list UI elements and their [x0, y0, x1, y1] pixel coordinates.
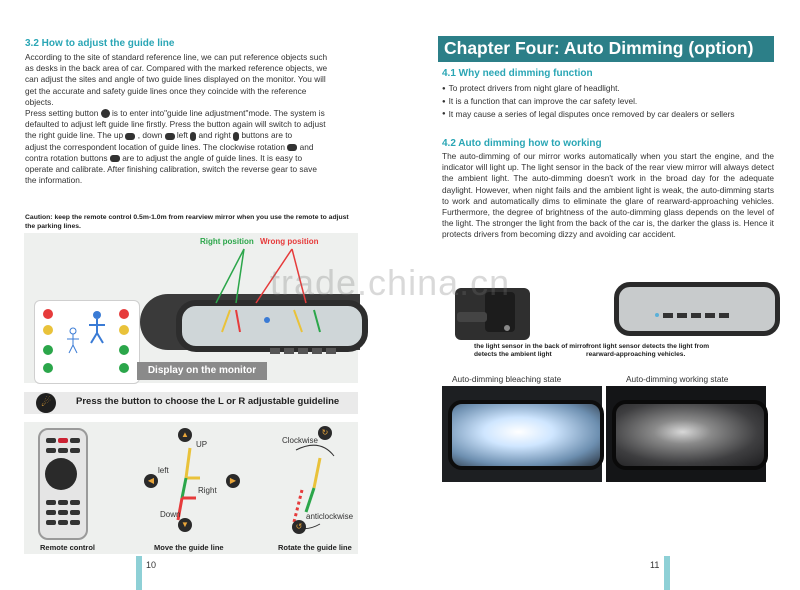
working-state-caption: Auto-dimming working state [626, 374, 729, 384]
mirror-buttons-graphic [270, 346, 350, 356]
body-line [25, 108, 365, 119]
up-button-icon [125, 133, 135, 140]
marker-dot [43, 309, 53, 319]
bleaching-state-caption: Auto-dimming bleaching state [452, 374, 562, 384]
mirror-front-buttons [619, 287, 765, 321]
up-label: UP [196, 440, 208, 449]
lr-select-button-icon: ☄ [36, 393, 56, 413]
caution-note: Caution: keep the remote control 0.5m-1.0m from rearview mirror when you use the remote to adjust the parking lines. [25, 214, 349, 230]
marker-dot [119, 309, 129, 319]
body-line: can adjust the sites and angle of two guide lines displayed on the monitor. You will [25, 74, 326, 85]
bleaching-state-photo [442, 386, 602, 482]
right-arrow-icon: ▶ [226, 474, 240, 488]
page-number-right: 11 [650, 560, 660, 570]
list-item: ● It may cause a series of legal disputes once removed by car dealers or sellers [442, 108, 772, 121]
left-button-icon [190, 132, 196, 141]
right-position-label: Right position [200, 237, 254, 246]
remote-control-caption: Remote control [40, 543, 96, 552]
text-fragment: the right guide line. The up [25, 130, 124, 141]
down-label: Down [160, 510, 181, 519]
page-number-left: 10 [146, 560, 157, 570]
marker-dot [43, 345, 53, 355]
chapter-title: Chapter Four: Auto Dimming (option) [444, 38, 754, 58]
body-line: defaulted to adjust left guide line firstly. Press the button again will switch to adjust [25, 119, 326, 130]
section-4-2-body: The auto-dimming of our mirror works automatically when you start the engine, and the indicator will light up. The light sensor in the back of the rear view mirror will always detect the ambient light. The auto-dimming doesn't work in the broad day for the adequate daylight. However, when night fails and the ambient light is weak, the auto-dimming starts to work and automatically dims to eliminate the glare of rearward-approaching vehicles. Furthermore, the degree of brightness of the auto-dimming glass depends on the level of the light. The stronger the light from the back of the car is, the darker the glass is. Hence it protects drivers from becoming dizzy and avoiding car accident. [442, 151, 774, 240]
clockwise-icon: ↻ [318, 426, 332, 440]
press-button-instruction: Press the button to choose the L or R adjustable guideline [76, 396, 340, 407]
body-line [25, 153, 365, 164]
section-3-2-body [25, 52, 365, 186]
clockwise-button-icon [287, 144, 297, 151]
body-line: According to the site of standard reference line, we can put reference objects such [25, 52, 328, 62]
right-button-icon [233, 132, 239, 141]
text-fragment: buttons are to [241, 130, 293, 141]
anticlockwise-button-icon [110, 155, 120, 162]
rotate-guideline-caption: Rotate the guide line [278, 543, 352, 552]
left-label: left [158, 466, 169, 475]
page-bar-right [664, 556, 670, 590]
body-line: as desks in the back area of car. Compared with the marked reference objects, we [25, 63, 328, 74]
move-guideline-caption: Move the guide line [154, 543, 224, 552]
marker-dot [119, 363, 129, 373]
section-title-4-2: 4.2 Auto dimming how to working [442, 138, 602, 149]
text-fragment: and right [198, 130, 231, 141]
body-line [25, 142, 365, 153]
body-line: objects. [25, 96, 54, 107]
clockwise-label: Clockwise [282, 436, 319, 445]
list-item: ● It is a function that can improve the car safety level. [442, 95, 772, 108]
monitor-display [34, 300, 140, 384]
dimmed-mirror-glass [612, 400, 768, 470]
right-label: Right [198, 486, 217, 495]
up-arrow-icon: ▲ [178, 428, 192, 442]
body-line: operate and calibrate. After finishing calibration, switch the reverse gear to save [25, 164, 317, 175]
body-line [25, 130, 365, 141]
body-line: the information. [25, 175, 83, 186]
watermark: trade.china.cn [270, 262, 511, 303]
anticlockwise-icon: ↺ [292, 520, 306, 534]
marker-dot [119, 325, 129, 335]
section-4-1-list [442, 82, 772, 120]
text-fragment: contra rotation buttons [25, 152, 108, 163]
marker-dot [43, 363, 53, 373]
text-fragment: left [176, 130, 188, 141]
text-fragment: are to adjust the angle of guide lines. It is easy to [122, 152, 303, 163]
bright-mirror-glass [448, 400, 604, 470]
text-fragment: , down [137, 130, 163, 141]
marker-dot [119, 345, 129, 355]
down-button-icon [165, 133, 175, 140]
setting-button-icon [101, 109, 110, 118]
mirror-buttons [270, 343, 350, 353]
front-sensor-caption: front light sensor detects the light from rearward-approaching vehicles. [586, 343, 710, 358]
body-line: get the accurate and safety guide lines once they coincide with the reference [25, 85, 307, 96]
mirror-front-image [614, 282, 780, 336]
page-bar-left [136, 556, 142, 590]
person-figures-icon [61, 309, 111, 369]
mirror-guidelines-graphic [182, 306, 350, 334]
section-title-4-1: 4.1 Why need dimming function [442, 68, 593, 79]
text-fragment: adjust the correspondent location of guide lines. The clockwise rotation [25, 141, 285, 152]
marker-dot [43, 325, 53, 335]
left-arrow-icon: ◀ [144, 474, 158, 488]
section-title-3-2: 3.2 How to adjust the guide line [25, 38, 175, 49]
wrong-position-label: Wrong position [260, 237, 319, 246]
down-arrow-icon: ▼ [178, 518, 192, 532]
list-item: ● To protect drivers from night glare of headlight. [442, 82, 772, 95]
working-state-photo [606, 386, 766, 482]
remote-direction-pad [45, 458, 77, 490]
text-fragment: Press setting button [25, 108, 99, 119]
display-on-monitor-label: Display on the monitor [137, 362, 267, 380]
text-fragment: is to enter into"guide line adjustment"mode. The system is [111, 108, 325, 119]
anticlockwise-label: anticlockwise [306, 512, 354, 521]
text-fragment: and [299, 141, 314, 152]
back-sensor-caption: the light sensor in the back of mirror detects the ambient light [474, 343, 589, 358]
